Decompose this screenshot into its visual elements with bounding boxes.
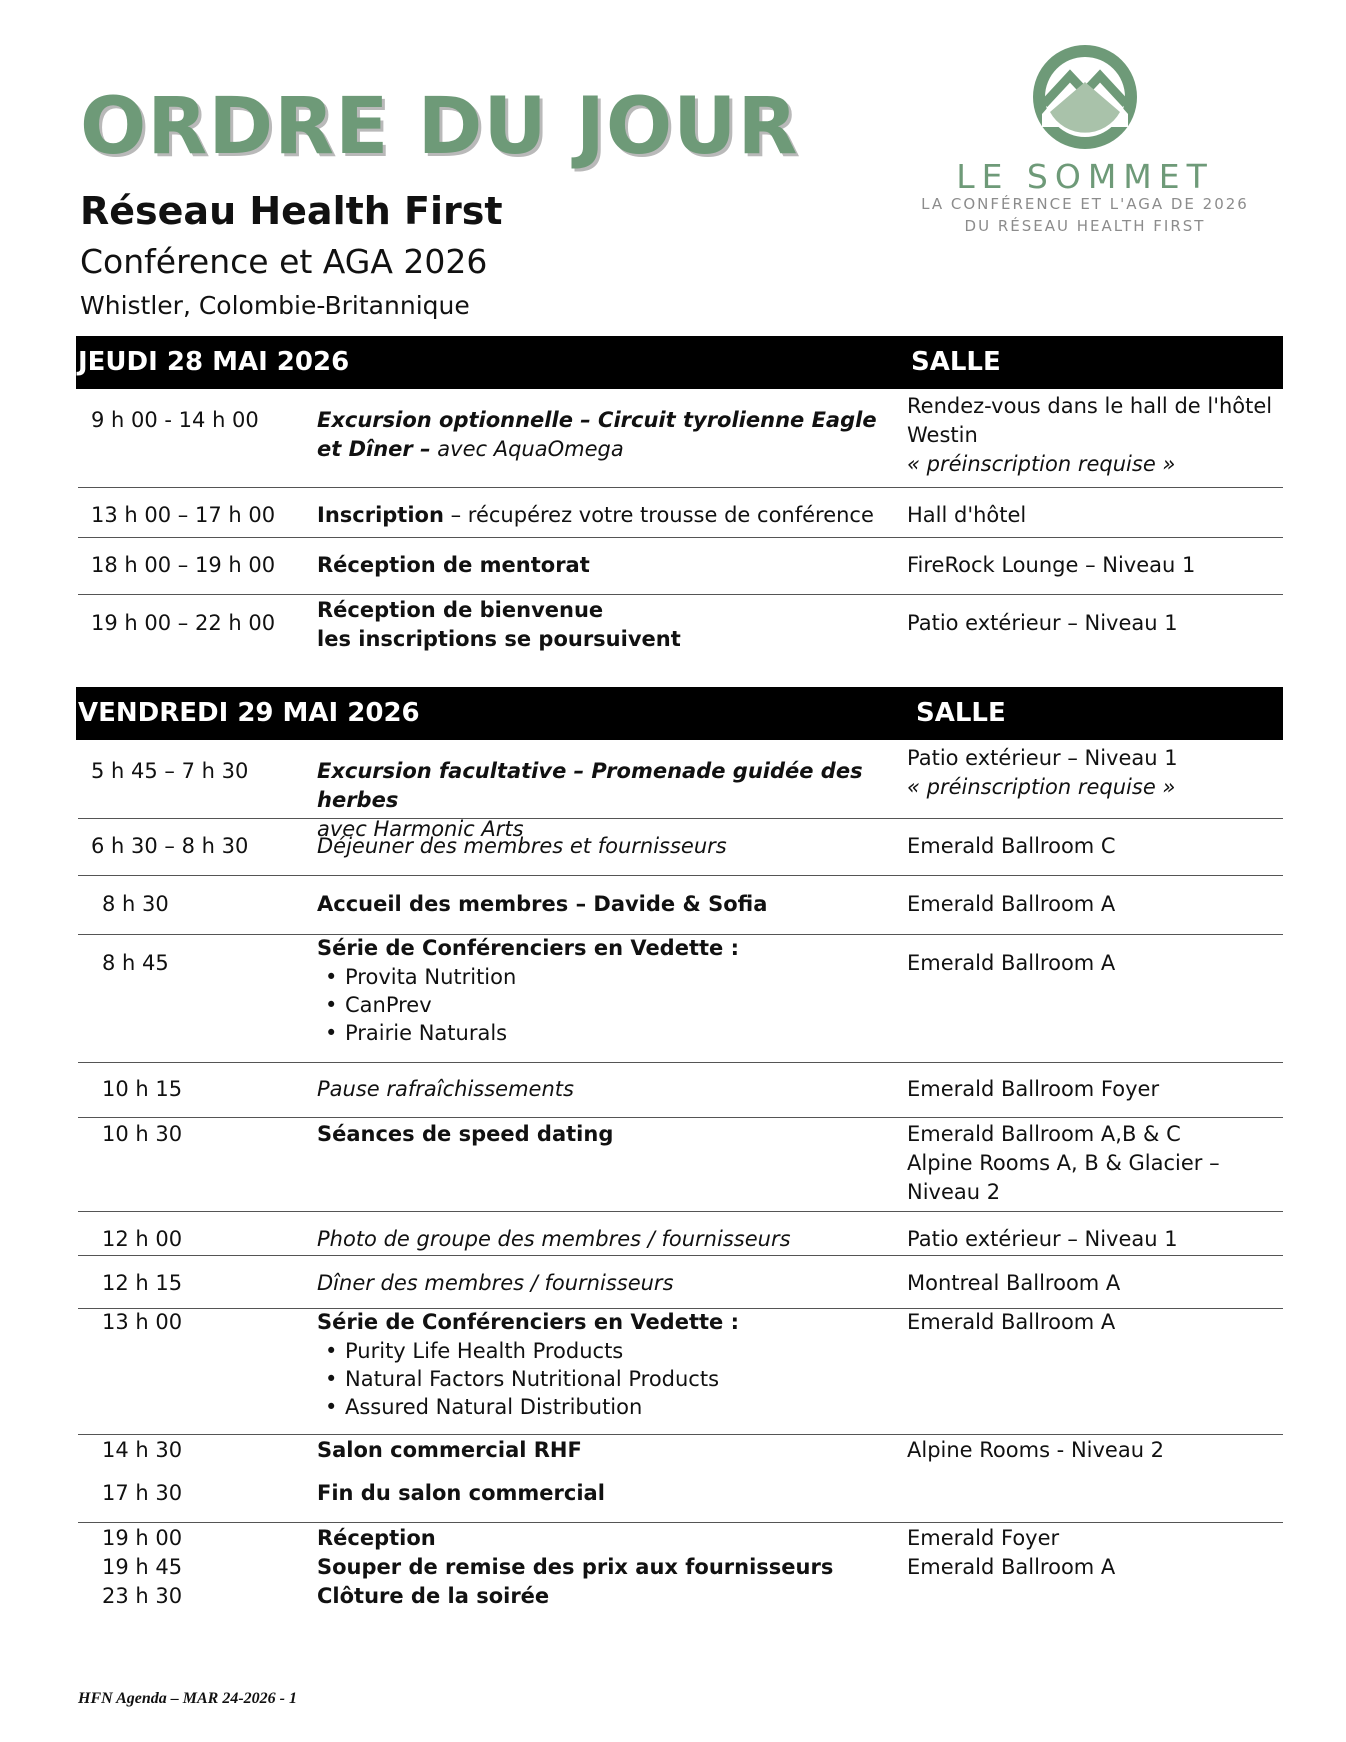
room-name: Hall d'hôtel (907, 503, 1027, 527)
speaker-item: • CanPrev (345, 991, 892, 1019)
day2-room-header: SALLE (916, 698, 1006, 728)
activity-title: Accueil des membres – Davide & Sofia (317, 892, 768, 916)
activity-title: Pause rafraîchissements (317, 1077, 574, 1101)
room-name: Alpine Rooms - Niveau 2 (907, 1438, 1165, 1462)
room-cell (907, 1120, 1277, 1207)
logo-subtitle-1: LA CONFÉRENCE ET L'AGA DE 2026 (921, 195, 1249, 213)
activity-cell (317, 596, 892, 654)
time-cell: 19 h 00 – 22 h 00 (91, 611, 276, 635)
time-list (102, 1524, 182, 1611)
activity-title: Souper de remise des prix aux fournisseurs (317, 1555, 834, 1579)
time-cell: 8 h 45 (102, 951, 169, 975)
room-name: Emerald Ballroom A (907, 1555, 1116, 1579)
time-cell: 8 h 30 (102, 892, 169, 916)
time-cell: 17 h 30 (102, 1481, 183, 1505)
organization-name: Réseau Health First (80, 189, 503, 233)
room-note: « préinscription requise » (907, 452, 1176, 476)
activity-title: Fin du salon commercial (317, 1481, 605, 1505)
speaker-item: • Purity Life Health Products (345, 1337, 892, 1365)
speaker-item: • Natural Factors Nutritional Products (345, 1365, 892, 1393)
activity-title: Réception (317, 1526, 436, 1550)
room-name: Emerald Ballroom A,B & C (907, 1122, 1181, 1146)
table-row (78, 1434, 1283, 1523)
table-row (78, 934, 1283, 1063)
table-row (78, 818, 1283, 876)
activity-title: Clôture de la soirée (317, 1584, 550, 1608)
room-name: Emerald Ballroom A (907, 951, 1116, 975)
activity-title: Photo de groupe des membres / fournisseurs (317, 1227, 791, 1251)
activity-title: Série de Conférenciers en Vedette : (317, 1310, 739, 1334)
activity-cell (317, 501, 892, 530)
logo-name: LE SOMMET (956, 157, 1214, 196)
table-row (78, 487, 1283, 538)
room-name: Patio extérieur – Niveau 1 (907, 611, 1178, 635)
room-name: Montreal Ballroom A (907, 1271, 1121, 1295)
activity-cell (317, 934, 892, 1047)
table-row (78, 742, 1283, 841)
room-name: Emerald Ballroom C (907, 834, 1116, 858)
activity-title: Séances de speed dating (317, 1122, 614, 1146)
room-list (907, 1524, 1277, 1582)
event-location: Whistler, Colombie-Britannique (80, 291, 470, 320)
page-title: ORDRE DU JOUR (80, 82, 799, 172)
logo-subtitle-2: DU RÉSEAU HEALTH FIRST (964, 216, 1206, 235)
table-row (78, 1211, 1283, 1256)
table-row (78, 392, 1283, 488)
time-cell: 10 h 15 (102, 1077, 183, 1101)
activity-title: Réception de bienvenue (317, 598, 604, 622)
time-cell: 12 h 00 (102, 1227, 183, 1251)
time-cell: 14 h 30 (102, 1438, 183, 1462)
room-cell (907, 392, 1277, 479)
activity-title: Inscription (317, 503, 444, 527)
table-row (78, 1308, 1283, 1435)
time-cell: 12 h 15 (102, 1271, 183, 1295)
activity-title: Excursion optionnelle – Circuit tyrolienne Eagle et Dîner – (317, 408, 877, 461)
room-name: Patio extérieur – Niveau 1 (907, 1227, 1178, 1251)
event-name: Conférence et AGA 2026 (80, 242, 488, 281)
speaker-item: • Prairie Naturals (345, 1019, 892, 1047)
day1-header (76, 336, 1283, 389)
table-row (78, 1255, 1283, 1309)
time-cell: 6 h 30 – 8 h 30 (91, 834, 249, 858)
activity-title: Réception de mentorat (317, 553, 590, 577)
room-name: Patio extérieur – Niveau 1 (907, 746, 1178, 770)
activity-title: Excursion facultative – Promenade guidée des herbes (317, 759, 863, 812)
speaker-list (317, 1337, 892, 1421)
table-row (78, 1522, 1283, 1618)
time-cell: 18 h 00 – 19 h 00 (91, 553, 276, 577)
le-sommet-logo (905, 42, 1265, 252)
table-row (78, 875, 1283, 935)
room-name: Emerald Ballroom A (907, 1310, 1116, 1334)
table-row (78, 1062, 1283, 1118)
activity-title: Salon commercial RHF (317, 1438, 582, 1462)
activity-note: avec Harmonic Arts (317, 817, 524, 841)
activity-title: Déjeuner des membres et fournisseurs (317, 834, 727, 858)
day1-room-header: SALLE (911, 347, 1001, 377)
activity-note: avec AquaOmega (437, 437, 624, 461)
day1-label: JEUDI 28 MAI 2026 (78, 347, 350, 377)
table-row (78, 594, 1283, 664)
activity-note: – récupérez votre trousse de conférence (450, 503, 874, 527)
activity-title: Dîner des membres / fournisseurs (317, 1271, 674, 1295)
activity-list (317, 1524, 892, 1611)
mountain-logo-icon (1030, 42, 1140, 152)
speaker-item: • Provita Nutrition (345, 963, 892, 991)
activity-title: Série de Conférenciers en Vedette : (317, 936, 739, 960)
room-note: « préinscription requise » (907, 775, 1176, 799)
time-cell: 5 h 45 – 7 h 30 (91, 759, 249, 783)
activity-title-line2: les inscriptions se poursuivent (317, 627, 681, 651)
time-cell: 19 h 00 (102, 1526, 183, 1550)
page-footer: HFN Agenda – MAR 24-2026 - 1 (78, 1690, 297, 1707)
time-cell: 13 h 00 – 17 h 00 (91, 503, 276, 527)
speaker-item: • Assured Natural Distribution (345, 1393, 892, 1421)
room-name-2: Alpine Rooms A, B & Glacier – Niveau 2 (907, 1151, 1220, 1204)
time-cell: 9 h 00 - 14 h 00 (91, 408, 259, 432)
day2-label: VENDREDI 29 MAI 2026 (78, 698, 420, 728)
time-cell: 19 h 45 (102, 1555, 183, 1579)
activity-cell (317, 1308, 892, 1421)
room-name: Emerald Ballroom Foyer (907, 1077, 1160, 1101)
table-row (78, 537, 1283, 595)
time-cell: 23 h 30 (102, 1584, 183, 1608)
day2-header (76, 687, 1283, 740)
room-name: Emerald Foyer (907, 1526, 1060, 1550)
time-cell: 13 h 00 (102, 1310, 183, 1334)
room-name: FireRock Lounge – Niveau 1 (907, 553, 1196, 577)
room-name: Rendez-vous dans le hall de l'hôtel Westin (907, 394, 1273, 447)
room-cell (907, 744, 1277, 802)
time-cell: 10 h 30 (102, 1122, 183, 1146)
table-row (78, 1117, 1283, 1212)
speaker-list (317, 963, 892, 1047)
room-name: Emerald Ballroom A (907, 892, 1116, 916)
activity-cell (317, 406, 892, 464)
